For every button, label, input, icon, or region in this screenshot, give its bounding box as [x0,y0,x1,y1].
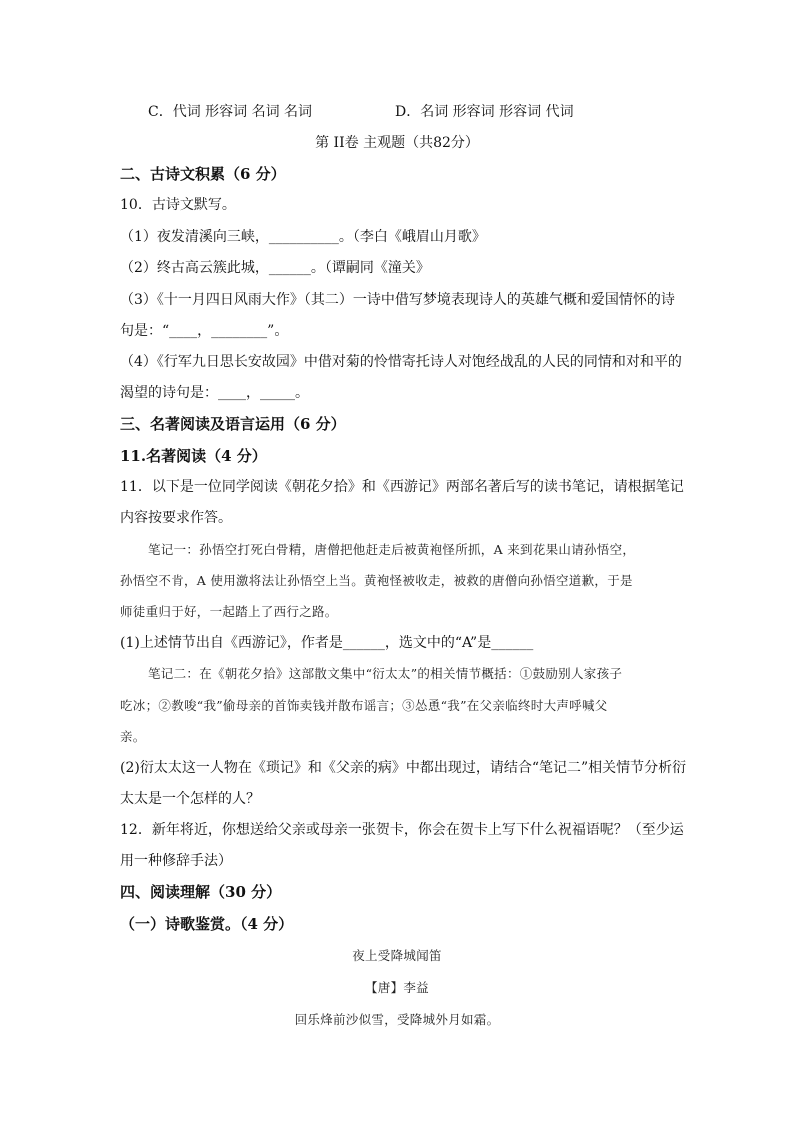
q11-intro-line1: 11．以下是一位同学阅读《朝花夕拾》和《西游记》两部名著后写的读书笔记，请根据笔记 [120,479,684,495]
q10-item-4-line2: 渴望的诗句是：____，_____。 [120,385,309,401]
section3-heading: 三、名著阅读及语言运用（6 分） [120,415,346,433]
q11-sub2-line1: (2)衍太太这一人物在《琐记》和《父亲的病》中都出现过，请结合“笔记二”相关情节分析衍 [120,760,687,776]
option-d: D．名词 形容词 形容词 代词 [395,104,574,120]
q11-sub2-line2: 太太是一个怎样的人？ [120,791,260,807]
option-c: C．代词 形容词 名词 名词 [148,104,313,120]
poem-line-1: 回乐烽前沙似雪，受降城外月如霜。 [294,1012,500,1027]
note1-line1: 笔记一：孙悟空打死白骨精，唐僧把他赶走后被黄袍怪所抓，A 来到花果山请孙悟空， [148,542,636,557]
q10-item-2: （2）终古高云簇此城，______。（谭嗣同《潼关》 [120,260,430,276]
part2-title: 第 II卷 主观题（共82分） [315,135,479,151]
q11-intro-line2: 内容按要求作答。 [120,510,232,526]
q10-item-1: （1）夜发清溪向三峡，__________。（李白《峨眉山月歌》 [120,229,486,245]
q10-item-3-line2: 句是：“____，________”。 [120,323,289,339]
note1-line2: 孙悟空不肯，A 使用激将法让孙悟空上当。黄袍怪被收走，被救的唐僧向孙悟空道歉，于是 [120,573,633,588]
note2-line2: 吃冰；②教唆“我”偷母亲的首饰卖钱并散布谣言；③怂恿“我”在父亲临终时大声呼喊父 [120,698,608,713]
q12-line1: 12．新年将近，你想送给父亲或母亲一张贺卡，你会在贺卡上写下什么祝福语呢？（至少运 [120,822,684,838]
section4-sub1: （一）诗歌鉴赏。（4 分） [120,915,294,933]
section2-heading: 二、古诗文积累（6 分） [120,165,286,183]
poem-author: 【唐】李益 [364,980,429,995]
q12-line2: 用一种修辞手法） [120,853,232,869]
note2-line3: 亲。 [120,729,146,744]
q11-sub1: (1)上述情节出自《西游记》，作者是______，选文中的“A”是______ [120,635,534,651]
note2-line1: 笔记二：在《朝花夕拾》这部散文集中“衍太太”的相关情节概括：①鼓励别人家孩子 [148,666,623,681]
q10-item-4-line1: （4）《行军九日思长安故园》中借对菊的怜惜寄托诗人对饱经战乱的人民的同情和对和平的 [120,354,682,370]
q10-prompt: 10．古诗文默写。 [120,197,236,213]
q11-heading: 11.名著阅读（4 分） [120,447,267,465]
note1-line3: 师徒重归于好，一起踏上了西行之路。 [120,604,338,619]
poem-title: 夜上受降城闻笛 [352,948,442,963]
q10-item-3-line1: （3）《十一月四日风雨大作》（其二）一诗中借写梦境表现诗人的英雄气概和爱国情怀的诗 [120,292,675,308]
section4-heading: 四、阅读理解（30 分） [120,883,282,901]
